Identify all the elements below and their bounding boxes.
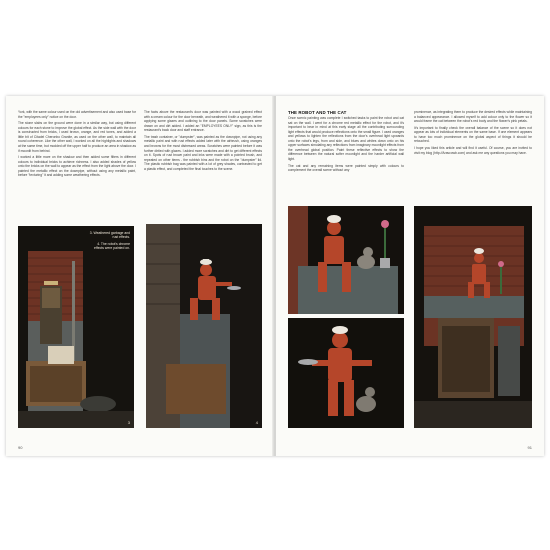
left-page (6, 96, 274, 456)
paragraph: I worked a little more on the shadow and then added some filters in different colours to individual bricks to achieve richness. I also added shades of yellow onto the bricks on the wall to appear as the effect from the light above the door. I painted the metallic effect on the downpipe, without using any metallic paint, before "texturing" it and adding some weathering effects. (18, 155, 136, 178)
paragraph: The stone slabs on the ground were done in a similar way, but using different colours for each stone to improve the global effect. As the side wall with the door is constructed from bricks, I used brown, orange, and red tones, and added a little bit of Citadel Cheronbo Granite, as used on the other wall, to maintain all round coherence. Like the other wall, I worked on all the highlights and shadows at the same time, but modded off the upper half to produce an area in shadow as if moonlit from behind. (18, 121, 136, 153)
paragraph: York, with the same colour used on the old advertisement and also used base for the "employees only" notice on the door. (18, 110, 136, 119)
paragraph: The trash container, or "dumpster", was painted as the downpipe, not using any metallic paint and with rust effects added later with the airbrush, using oranges and browns for the most distressed areas. Scratches were painted before it was further dirtied with glazes. I added more scratches and dirt to get different effects on it. Spots of rust brown paint and inks were made with a pointed brush, and repeated on other items - the rubbish bins and the robot on the "dumpster" lid. The plastic rubbish bag was painted with a lot of grey shades, contrasted to get a plastic effect, and completed the final touches to the scene. (144, 134, 262, 171)
photo-robot-cat-closeup (288, 206, 404, 314)
photo-number: 3 (127, 420, 130, 425)
left-column-2 (144, 110, 262, 220)
paragraph: The facts above the restaurant's door was painted with a wood grained effect with a cream colour for the door beneath, and weathered it with a sponge, before applying some glazes and outlining to the door panels. Some scratches were drawn on and dirt added. I added an "EMPLOYEES ONLY" sign, as this is the restaurant's back door and staff entrance. (144, 110, 262, 133)
robot-tray-illustration (288, 318, 404, 428)
diorama-illustration (414, 206, 532, 428)
magazine-spread (6, 96, 544, 456)
caption-line: effects were painted on. (94, 245, 130, 250)
page-number-right: 91 (527, 445, 532, 450)
photo-robot-tray (288, 318, 404, 428)
photo-number: 4 (255, 420, 258, 425)
caption-line: 3. Weathered garbage and (89, 231, 130, 235)
section-heading: THE ROBOT AND THE CAT (288, 110, 347, 115)
paragraph: I hope you liked this article and will find it useful. Of course, you are invited to visit my blog (http://Aravcowb.com) and ask me any questions you may have. (414, 146, 532, 155)
paragraph: Once scenic painting was complete I switched tasks to paint the robot and cat sat on the wall. I went for a chrome red metallic effect for the robot, and it's important to bear in mind at this early stage all the contributing surrounding light effects that would produce reflections onto the small figure. I used oranges and yellows to lighten the reflections from the door's overhead light upwards onto the robot's legs, from and side, and blues and whites down onto on his upper surfaces simulating any reflections from imaginary moonlight effects from the overhead global position. Paint these reflective effects to show the difference between the natural softer moonlight and the harder artificial wall light. (288, 116, 404, 161)
paragraph: The cat and any remaining items were painted simply with colours to complement the overall scene without any (288, 163, 404, 173)
caption-line: 4. The robot's chrome (97, 241, 130, 246)
robot-illustration (146, 224, 262, 428)
diorama-photo-robot (146, 224, 262, 428)
alley-illustration (18, 226, 134, 428)
photo-full-diorama (414, 206, 532, 428)
right-column-2 (414, 110, 532, 208)
photo-caption (66, 231, 130, 250)
right-page (276, 96, 544, 456)
paragraph: It's important to finally check the overall balance of the scene so it does not appear as lots of individual elements on the same base. If one element appears to have too much prominence on the global aspect of things it should be retouched. (414, 125, 532, 144)
page-number-left: 90 (18, 445, 23, 450)
diorama-photo-alley (18, 226, 134, 428)
left-column-1 (18, 110, 136, 232)
robot-cat-illustration (288, 206, 404, 314)
caption-line: rust effects. (112, 235, 130, 240)
paragraph: prominence, as integrating them to produce the desired effects while maintaining a balanced appearance. I allowed myself to add colour only to the flower so it would frame the cat between the robot's red body and the flower's pink petals. (414, 110, 532, 124)
